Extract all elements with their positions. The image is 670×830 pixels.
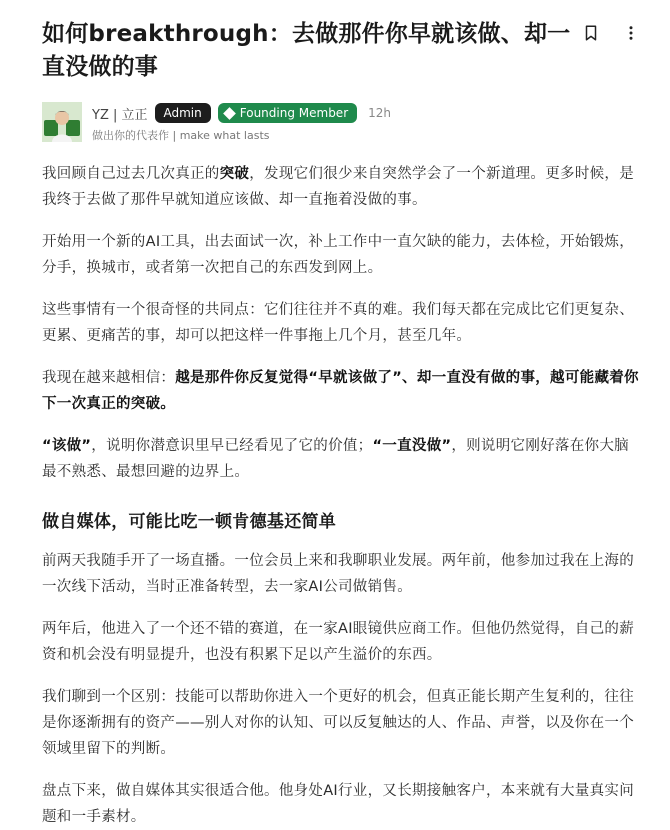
more-vertical-icon[interactable] (620, 22, 642, 44)
section-heading: 做自媒体，可能比吃一顿肯德基还简单 (42, 512, 337, 532)
title-actions (580, 22, 642, 44)
author-meta (42, 102, 646, 143)
bookmark-icon[interactable] (580, 22, 602, 44)
text-run: ，说明你潜意识里早已经看见了它的价值； (91, 438, 373, 454)
paragraph: 两年后，他进入了一个还不错的赛道，在一家AI眼镜供应商工作。但他仍然觉得，自己的薪资和机会没有明显提升，也没有积累下足以产生溢价的东西。 (42, 621, 634, 663)
founding-member-label: Founding Member (239, 106, 349, 120)
author-line (92, 102, 391, 124)
bold-text: 越是那件你反复觉得“早就该做了”、却一直没有做的事，越可能藏着你下一次真正的突破。 (42, 370, 639, 412)
paragraph (42, 161, 642, 213)
paragraph: 这些事情有一个很奇怪的共同点：它们往往并不真的难。我们每天都在完成比它们更复杂、更累、更痛苦的事，却可以把这样一件事拖上几个月，甚至几年。 (42, 302, 634, 344)
text-run: 我现在越来越相信： (42, 370, 176, 386)
bold-text: “一直没做” (372, 438, 452, 454)
paragraph: 前两天我随手开了一场直播。一位会员上来和我聊职业发展。两年前，他参加过我在上海的一次线下活动，当时正准备转型，去一家AI公司做销售。 (42, 553, 634, 595)
author-tagline: 做出你的代表作 | make what lasts (92, 129, 270, 142)
post-title: 如何breakthrough：去做那件你早就该做、却一直没做的事 (42, 21, 571, 80)
founding-member-badge (218, 103, 357, 123)
admin-badge: Admin (155, 103, 211, 123)
paragraph: 盘点下来，做自媒体其实很适合他。他身处AI行业，又长期接触客户，本来就有大量真实问题和一手素材。 (42, 783, 634, 825)
diamond-icon (223, 107, 236, 120)
avatar[interactable] (42, 102, 82, 142)
title-row (42, 18, 646, 84)
bold-text: “该做” (42, 438, 92, 454)
author-info (92, 102, 391, 143)
paragraph: 我们聊到一个区别：技能可以帮助你进入一个更好的机会，但真正能长期产生复利的，往往是你逐渐拥有的资产——别人对你的认知、可以反复触达的人、作品、声誉，以及你在一个领域里留下的判断。 (42, 689, 634, 757)
post-body (42, 161, 642, 830)
text-run: ，发现它们很少来自突然学会了一个新道理。更多时候，是我终于去做了那件早就知道应该做、却一直拖着没做的事。 (42, 166, 635, 208)
paragraph: 开始用一个新的AI工具，出去面试一次，补上工作中一直欠缺的能力，去体检，开始锻炼，分手，换城市，或者第一次把自己的东西发到网上。 (42, 234, 634, 276)
text-run: ，则说明它刚好落在你大脑最不熟悉、最想回避的边界上。 (42, 438, 629, 480)
post-time: 12h (368, 106, 391, 120)
bold-text: 突破 (219, 166, 250, 182)
author-name[interactable]: YZ | 立正 (92, 107, 148, 123)
paragraph (42, 433, 642, 485)
paragraph (42, 365, 642, 417)
text-run: 我回顾自己过去几次真正的 (42, 166, 220, 182)
